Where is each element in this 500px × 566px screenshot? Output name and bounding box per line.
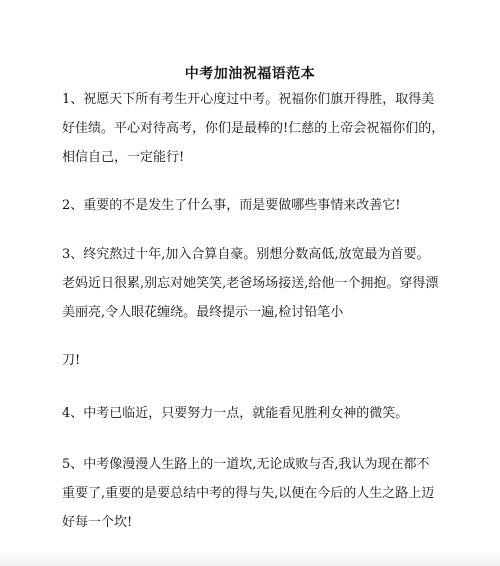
document-title: 中考加油祝福语范本 [184,66,316,82]
paragraph-line: 相信自己，一定能行! [62,150,185,165]
page-bottom-fade [0,552,500,566]
paragraph-line: 1、祝愿天下所有考生开心度过中考。祝福你们旗开得胜，取得美 [62,92,435,107]
paragraph-line: 重要了,重要的是要总结中考的得与失,以便在今后的人生之路上迈 [62,486,435,501]
paragraph-line: 好佳绩。平心对待高考，你们是最棒的!仁慈的上帝会祝福你们的， [62,121,445,136]
paragraph-line: 刀! [62,353,81,368]
paragraph-line: 5、中考像漫漫人生路上的一道坎,无论成败与否,我认为现在都不 [62,457,430,472]
paragraph-line: 好每一个坎! [62,515,133,530]
paragraph-line: 3、终究熬过十年,加入合算自豪。别想分数高低,放宽最为首要。 [62,247,430,262]
paragraph-line: 美丽亮,令人眼花缠绕。最终提示一遍,检讨铅笔小 [62,305,344,320]
paragraph-line: 4、中考已临近，只要努力一点，就能看见胜利女神的微笑。 [62,406,409,421]
paragraph-line: 2、重要的不是发生了什么事，而是要做哪些事情来改善它! [62,198,401,213]
paragraph-line: 老妈近日很累,别忘对她笑笑,老爸场场接送,给他一个拥抱。穿得漂 [62,276,439,291]
